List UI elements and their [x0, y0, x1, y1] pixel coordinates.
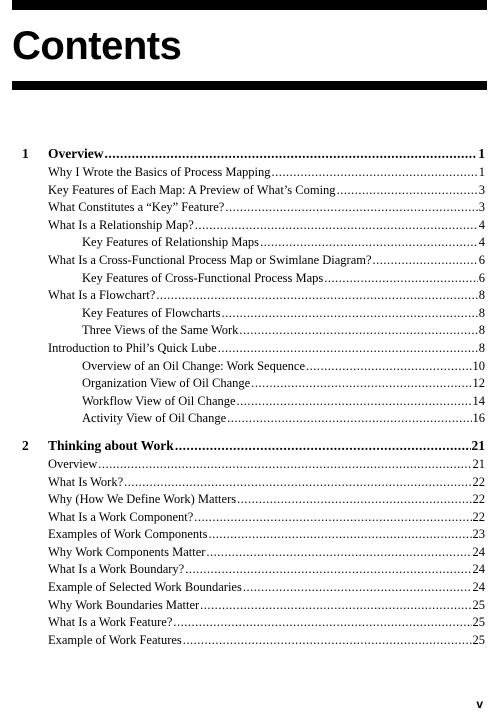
chapter-heading[interactable]	[22, 436, 485, 456]
toc-entry[interactable]	[22, 614, 485, 632]
entry-label: Overview of an Oil Change: Work Sequence	[82, 358, 306, 373]
dot-leader	[183, 632, 472, 650]
toc-entry[interactable]	[22, 410, 485, 428]
entry-label: Activity View of Oil Change	[82, 411, 227, 426]
page-ref: 8	[478, 305, 485, 320]
page-ref: 22	[472, 492, 485, 507]
toc-entry[interactable]	[22, 182, 485, 200]
dot-leader	[104, 144, 477, 164]
dot-leader	[173, 614, 471, 632]
page-ref: 3	[478, 182, 485, 197]
entry-label: Why (How We Define Work) Matters	[48, 492, 237, 507]
page-title: Contents	[12, 24, 182, 68]
toc-entry[interactable]	[22, 234, 485, 252]
page-ref: 4	[478, 217, 485, 232]
dot-leader	[185, 561, 471, 579]
toc-entry[interactable]	[22, 526, 485, 544]
dot-leader	[324, 270, 477, 288]
page-ref: 21	[472, 456, 485, 471]
entry-label: Key Features of Each Map: A Preview of What’s Coming	[48, 182, 336, 197]
toc-entry[interactable]	[22, 164, 485, 182]
page-ref: 8	[478, 340, 485, 355]
chapter-2	[22, 436, 485, 650]
toc-entry[interactable]	[22, 509, 485, 527]
dot-leader	[243, 579, 472, 597]
page-ref: 23	[472, 527, 485, 542]
chapter-number: 1	[22, 146, 29, 161]
toc-entry[interactable]	[22, 491, 485, 509]
toc-entry[interactable]	[22, 270, 485, 288]
dot-leader	[237, 393, 472, 411]
dot-leader	[272, 164, 478, 182]
toc-entry[interactable]	[22, 375, 485, 393]
entry-label: Why Work Components Matter	[48, 544, 206, 559]
dot-leader	[124, 474, 471, 492]
entry-label: Introduction to Phil’s Quick Lube	[48, 340, 217, 355]
page-ref: 3	[478, 200, 485, 215]
page-ref: 24	[472, 580, 485, 595]
entry-label: Key Features of Relationship Maps	[82, 235, 260, 250]
chapter-1	[22, 144, 485, 428]
dot-leader	[98, 456, 471, 474]
page-ref: 6	[478, 270, 485, 285]
toc-entry[interactable]	[22, 597, 485, 615]
table-of-contents	[22, 144, 485, 657]
entry-label: Workflow View of Oil Change	[82, 393, 236, 408]
dot-leader	[206, 544, 471, 562]
entry-label: What Is a Flowchart?	[48, 288, 156, 303]
page-ref: 14	[472, 393, 485, 408]
toc-entry[interactable]	[22, 322, 485, 340]
dot-leader	[237, 491, 471, 509]
dot-leader	[337, 182, 478, 200]
toc-entry[interactable]	[22, 544, 485, 562]
chapter-heading[interactable]	[22, 144, 485, 164]
dot-leader	[251, 375, 471, 393]
dot-leader	[194, 509, 471, 527]
page-ref: 25	[472, 632, 485, 647]
chapter-title: Overview	[48, 146, 104, 161]
entry-label: What Constitutes a “Key” Feature?	[48, 200, 225, 215]
page-ref: 25	[472, 615, 485, 630]
entry-label: Example of Selected Work Boundaries	[48, 580, 242, 595]
toc-entry[interactable]	[22, 287, 485, 305]
chapter-number: 2	[22, 437, 29, 453]
dot-leader	[222, 305, 478, 323]
entry-label: Example of Work Features	[48, 632, 182, 647]
page-number: v	[476, 697, 483, 711]
page-ref: 24	[472, 544, 485, 559]
dot-leader	[373, 252, 478, 270]
dot-leader	[200, 597, 471, 615]
entry-label: Key Features of Cross-Functional Process Maps	[82, 270, 324, 285]
dot-leader	[156, 287, 477, 305]
page-ref: 21	[471, 437, 485, 453]
dot-leader	[218, 340, 478, 358]
page-ref: 24	[472, 562, 485, 577]
toc-entry[interactable]	[22, 579, 485, 597]
dot-leader	[239, 322, 477, 340]
page-ref: 16	[472, 411, 485, 426]
entry-label: Organization View of Oil Change	[82, 376, 251, 391]
page-ref: 25	[472, 597, 485, 612]
toc-entry[interactable]	[22, 393, 485, 411]
entry-label: Key Features of Flowcharts	[82, 305, 221, 320]
entry-label: What Is a Work Component?	[48, 509, 194, 524]
entry-label: Why I Wrote the Basics of Process Mapping	[48, 165, 271, 179]
entry-label: Overview	[48, 456, 98, 471]
dot-leader	[260, 234, 478, 252]
dot-leader	[209, 526, 472, 544]
page-ref: 10	[472, 358, 485, 373]
toc-entry[interactable]	[22, 632, 485, 650]
entry-label: Examples of Work Components	[48, 527, 208, 542]
dot-leader	[225, 199, 477, 217]
page-ref: 8	[478, 288, 485, 303]
chapter-title: Thinking about Work	[48, 437, 174, 453]
entry-label: What Is a Work Boundary?	[48, 562, 185, 577]
toc-entry[interactable]	[22, 561, 485, 579]
page-ref: 22	[472, 474, 485, 489]
toc-entry[interactable]	[22, 340, 485, 358]
toc-entry[interactable]	[22, 305, 485, 323]
page-ref: 4	[478, 235, 485, 250]
page-ref: 22	[472, 509, 485, 524]
dot-leader	[195, 217, 478, 235]
toc-entry[interactable]	[22, 252, 485, 270]
toc-entry[interactable]	[22, 358, 485, 376]
title-rule	[12, 81, 487, 90]
page-ref: 1	[478, 146, 485, 161]
entry-label: What Is Work?	[48, 474, 124, 489]
entry-label: Why Work Boundaries Matter	[48, 597, 200, 612]
entry-label: What Is a Relationship Map?	[48, 217, 194, 232]
toc-entry[interactable]	[22, 456, 485, 474]
entry-label: What Is a Work Feature?	[48, 615, 173, 630]
page-ref: 12	[472, 376, 485, 391]
dot-leader	[175, 436, 471, 456]
page-ref: 6	[478, 252, 485, 267]
entry-label: What Is a Cross-Functional Process Map or Swimlane Diagram?	[48, 252, 372, 267]
page-ref: 8	[478, 323, 485, 338]
toc-entry[interactable]	[22, 474, 485, 492]
page-ref: 1	[478, 165, 485, 179]
toc-entry[interactable]	[22, 217, 485, 235]
toc-entry[interactable]	[22, 199, 485, 217]
entry-label: Three Views of the Same Work	[82, 323, 239, 338]
dot-leader	[227, 410, 471, 428]
dot-leader	[306, 358, 471, 376]
top-rule	[12, 0, 487, 10]
